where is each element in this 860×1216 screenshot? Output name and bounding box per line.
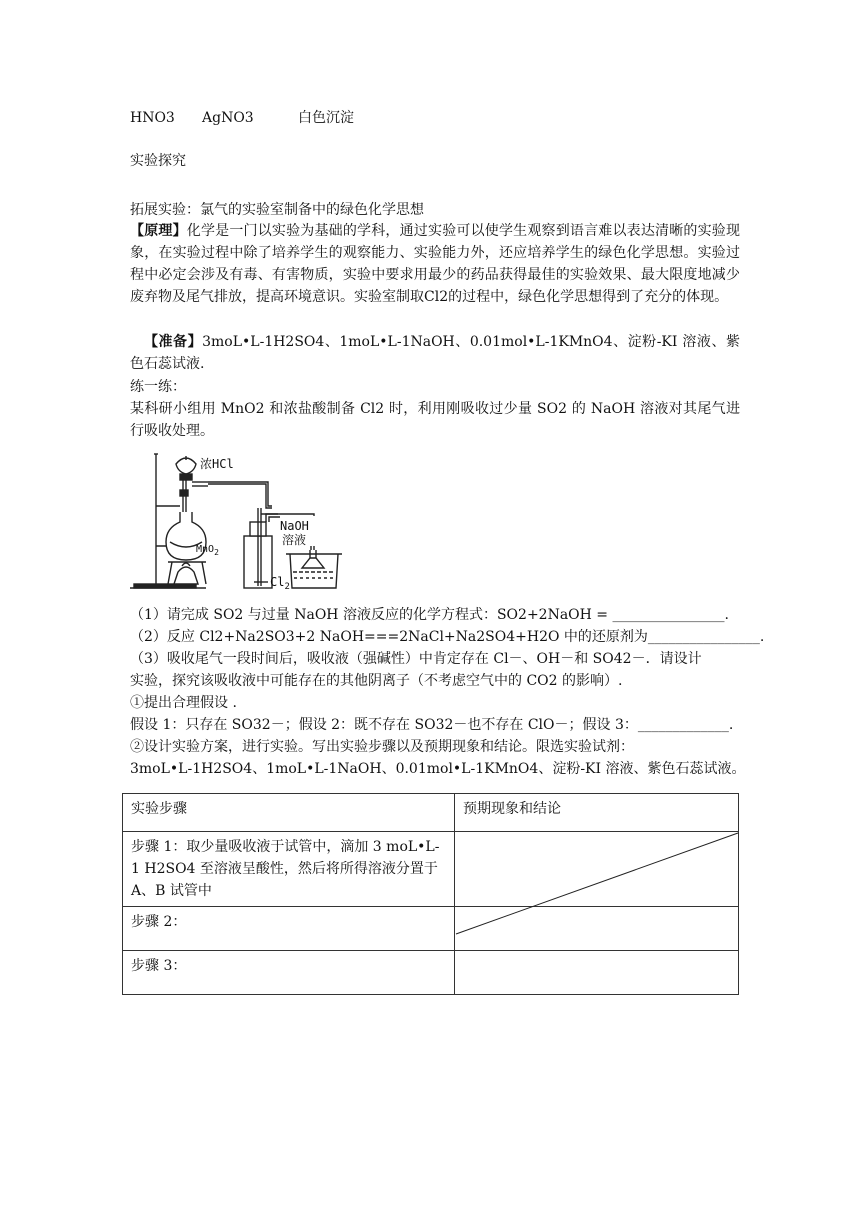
header-step: 实验步骤 — [123, 794, 455, 832]
table-row — [123, 951, 739, 995]
extension-title: 拓展实验：氯气的实验室制备中的绿色化学思想 — [130, 202, 424, 218]
principle-paragraph — [130, 220, 740, 308]
step-3-result-cell[interactable] — [455, 951, 739, 995]
reagent-agno3: AgNO3 — [202, 110, 254, 126]
practice-title: 练一练： — [130, 379, 186, 395]
question-3-line1: （3）吸收尾气一段时间后，吸收液（强碱性）中肯定存在 Cl－、OH－和 SO42－．请设计 — [130, 651, 702, 667]
step-1-result-cell[interactable] — [455, 832, 739, 907]
experiment-table — [122, 793, 739, 995]
table-header-row — [123, 794, 739, 832]
label-naoh: NaOH — [280, 519, 309, 533]
apparatus-diagram — [128, 450, 368, 595]
label-cl2: $Cl_2$ — [270, 575, 290, 592]
prepare-label: 【准备】 — [144, 334, 203, 350]
step-1-cell: 步骤 1：取少量吸收液于试管中，滴加 3 moL•L-1 H2SO4 至溶液呈酸性，然后将所得溶液分置于 A、B 试管中 — [123, 832, 455, 907]
practice-text: 某科研小组用 MnO2 和浓盐酸制备 Cl2 时，利用刚吸收过少量 SO2 的 NaOH 溶液对其尾气进行吸收处理。 — [130, 401, 740, 439]
question-3-part-b: ②设计实验方案，进行实验。写出实验步骤以及预期现象和结论。限选实验试剂： — [130, 739, 634, 755]
question-3-hypotheses: 假设 1：只存在 SO32－；假设 2：既不存在 SO32－也不存在 ClO－；假设 3：_____________. — [130, 717, 734, 733]
label-mno2: MnO$_2$ — [196, 544, 219, 557]
table-row — [123, 832, 739, 907]
step-2-cell[interactable]: 步骤 2： — [123, 907, 455, 951]
white-precipitate: 白色沉淀 — [298, 110, 354, 126]
question-1: （1）请完成 SO2 与过量 NaOH 溶液反应的化学方程式：SO2+2NaOH = ________________. — [130, 607, 729, 623]
header-result: 预期现象和结论 — [455, 794, 739, 832]
step-2-result-cell[interactable] — [455, 907, 739, 951]
question-3-part-a: ①提出合理假设 . — [130, 695, 237, 711]
question-2: （2）反应 Cl2+Na2SO3+2 NaOH===2NaCl+Na2SO4+H2O 中的还原剂为________________. — [130, 629, 765, 645]
principle-label: 【原理】 — [130, 223, 187, 239]
step-3-cell[interactable]: 步骤 3： — [123, 951, 455, 995]
prepare-text: 3moL•L-1H2SO4、1moL•L-1NaOH、0.01mol•L-1KMnO4、淀粉-KI 溶液、紫色石蕊试液. — [130, 334, 740, 372]
question-3-line2: 实验，探究该吸收液中可能存在的其他阴离子（不考虑空气中的 CO2 的影响）. — [130, 673, 623, 689]
table-row — [123, 907, 739, 951]
reagent-hno3: HNO3 — [130, 110, 175, 126]
section-title: 实验探究 — [130, 153, 186, 169]
prepare-paragraph — [130, 331, 740, 375]
principle-text: 化学是一门以实验为基础的学科，通过实验可以使学生观察到语言难以表达清晰的实验现象，在实验过程中除了培养学生的观察能力、实验能力外，还应培养学生的绿色化学思想。实验过程中必定会涉及有毒、有害物质，实验中要求用最少的药品获得最佳的实验效果、最大限度地减少废弃物及尾气排放，提高环境意识。实验室制取Cl2的过程中，绿色化学思想得到了充分的体现。 — [130, 223, 741, 305]
label-conc-hcl: 浓HCl — [200, 457, 234, 471]
question-3-reagents: 3moL•L-1H2SO4、1moL•L-1NaOH、0.01mol•L-1KMnO4、淀粉-KI 溶液、紫色石蕊试液。 — [130, 761, 746, 777]
label-solution: 溶液 — [282, 533, 307, 547]
reagent-row — [130, 108, 354, 128]
